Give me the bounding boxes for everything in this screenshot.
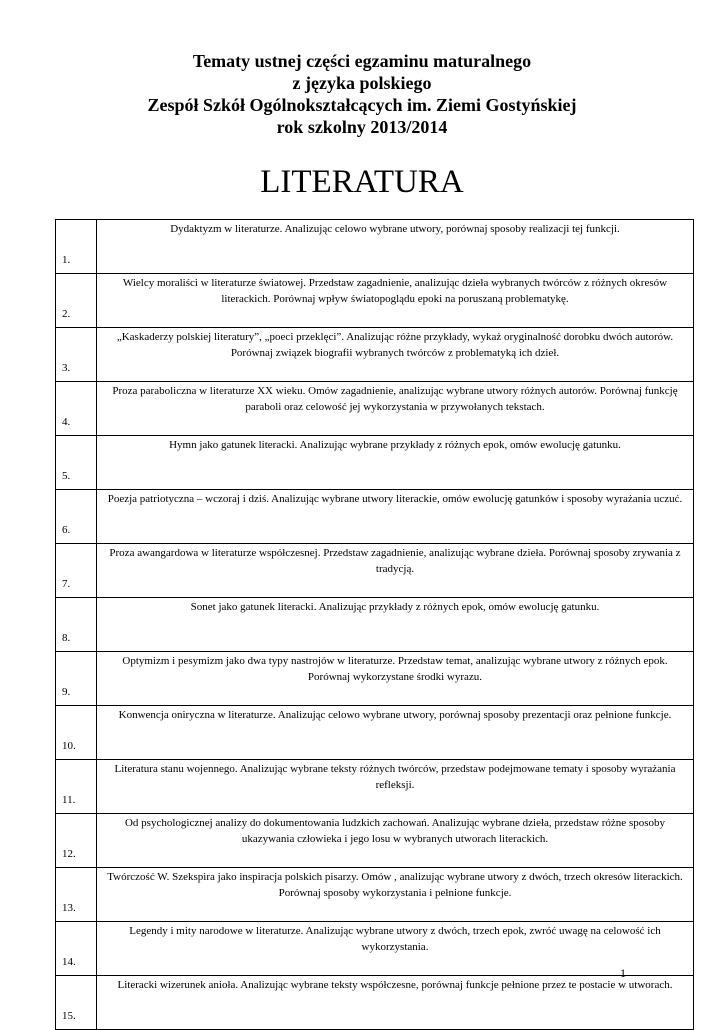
topic-text: Hymn jako gatunek literacki. Analizując wybrane przykłady z różnych epok, omów ewolucję gatunku.: [97, 436, 694, 490]
topic-number: 14.: [56, 922, 97, 976]
topic-number: 4.: [56, 382, 97, 436]
topic-text: Literacki wizerunek anioła. Analizując wybrane teksty współczesne, porównaj funkcje pełnione przez te postacie w utworach.: [97, 976, 694, 1030]
table-row: [56, 436, 694, 490]
topic-text: Konwencja oniryczna w literaturze. Analizując celowo wybrane utwory, porównaj sposoby prezentacji oraz pełnione funkcje.: [97, 706, 694, 760]
header-subject-line: z języka polskiego: [292, 73, 432, 93]
table-row: [56, 922, 694, 976]
topic-number: 8.: [56, 598, 97, 652]
topic-number: 1.: [56, 220, 97, 274]
topic-number: 3.: [56, 328, 97, 382]
topic-text: Literatura stanu wojennego. Analizując wybrane teksty różnych twórców, przedstaw podejmowane tematy i sposoby wyrażania refleksji.: [97, 760, 694, 814]
topics-table: [55, 219, 694, 1030]
topic-number: 11.: [56, 760, 97, 814]
topic-text: Proza paraboliczna w literaturze XX wieku. Omów zagadnienie, analizując wybrane utwory różnych autorów. Porównaj funkcję paraboli oraz celowość jej wykorzystania w przywołanych tekstach.: [97, 382, 694, 436]
table-row: [56, 490, 694, 544]
table-row: [56, 544, 694, 598]
document-header: [0, 50, 724, 138]
table-row: [56, 328, 694, 382]
table-row: [56, 706, 694, 760]
topic-text: Od psychologicznej analizy do dokumentowania ludzkich zachowań. Analizując wybrane dzieła, przedstaw różne sposoby ukazywania człowieka i jego losu w wybranych utworach literackich.: [97, 814, 694, 868]
page-number: 1: [620, 966, 626, 980]
header-school-line: Zespół Szkół Ogólnokształcących im. Ziemi Gostyńskiej: [147, 95, 577, 115]
table-row: [56, 598, 694, 652]
table-row: [56, 760, 694, 814]
table-row: [56, 274, 694, 328]
table-row: [56, 814, 694, 868]
topic-number: 12.: [56, 814, 97, 868]
table-row: [56, 382, 694, 436]
topic-text: „Kaskaderzy polskiej literatury”, „poeci przeklęci”. Analizując różne przykłady, wykaż oryginalność dorobku dwóch autorów. Porównaj związek biografii wybranych twórców z problematyką ich dzieł.: [97, 328, 694, 382]
topic-text: Twórczość W. Szekspira jako inspiracja polskich pisarzy. Omów , analizując wybrane utwory z dwóch, trzech okresów literackich. Porównaj sposoby wykorzystania i pełnione funkcje.: [97, 868, 694, 922]
topic-number: 15.: [56, 976, 97, 1030]
table-row: [56, 220, 694, 274]
topic-number: 13.: [56, 868, 97, 922]
topic-text: Dydaktyzm w literaturze. Analizując celowo wybrane utwory, porównaj sposoby realizacji tej funkcji.: [97, 220, 694, 274]
topic-number: 6.: [56, 490, 97, 544]
topic-text: Proza awangardowa w literaturze współczesnej. Przedstaw zagadnienie, analizując wybrane dzieła. Porównaj sposoby zrywania z tradycją.: [97, 544, 694, 598]
header-title-line: Tematy ustnej części egzaminu maturalnego: [192, 51, 532, 71]
topic-number: 9.: [56, 652, 97, 706]
topic-text: Wielcy moraliści w literaturze światowej. Przedstaw zagadnienie, analizując dzieła wybranych twórców z różnych okresów literackich. Porównaj wpływ światopoglądu epoki na poruszaną problematykę.: [97, 274, 694, 328]
topic-text: Poezja patriotyczna – wczoraj i dziś. Analizując wybrane utwory literackie, omów ewolucję gatunków i sposoby wyrażania uczuć.: [97, 490, 694, 544]
table-row: [56, 976, 694, 1030]
topic-number: 7.: [56, 544, 97, 598]
topic-text: Optymizm i pesymizm jako dwa typy nastrojów w literaturze. Przedstaw temat, analizując wybrane utwory z różnych epok. Porównaj wykorzystane środki wyrazu.: [97, 652, 694, 706]
topic-text: Legendy i mity narodowe w literaturze. Analizując wybrane utwory z dwóch, trzech epok, zwróć uwagę na celowość ich wykorzystania.: [97, 922, 694, 976]
topic-number: 2.: [56, 274, 97, 328]
table-row: [56, 868, 694, 922]
header-year-line: rok szkolny 2013/2014: [276, 117, 448, 137]
topic-number: 10.: [56, 706, 97, 760]
topic-text: Sonet jako gatunek literacki. Analizując przykłady z różnych epok, omów ewolucję gatunku.: [97, 598, 694, 652]
topic-number: 5.: [56, 436, 97, 490]
section-title: LITERATURA: [260, 164, 464, 200]
table-row: [56, 652, 694, 706]
